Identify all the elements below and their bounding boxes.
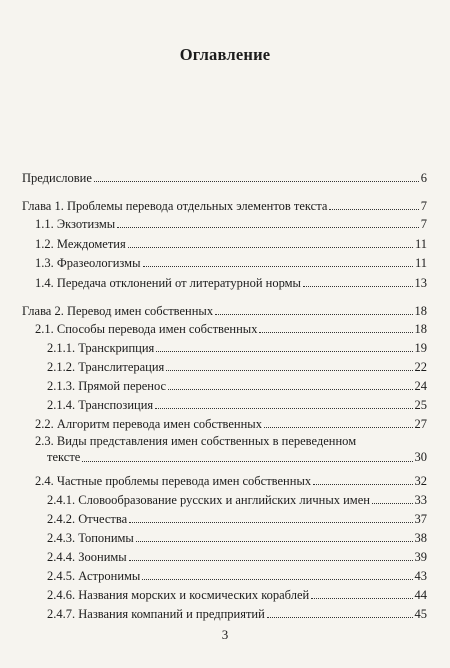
toc-entry <box>35 322 427 336</box>
toc-entry-page: 30 <box>414 450 427 464</box>
toc-entry-page: 22 <box>414 360 427 374</box>
toc-entry-label: 2.1.1. Транскрипция <box>47 341 155 355</box>
dot-leader <box>329 209 418 210</box>
toc-entry-page: 38 <box>414 531 427 545</box>
toc-entry-page: 6 <box>420 171 427 185</box>
dot-leader <box>142 579 412 580</box>
toc-entry <box>47 531 427 545</box>
toc-entry-label: 1.3. Фразеологизмы <box>35 256 141 270</box>
toc-entry <box>47 379 427 393</box>
toc-entry-page: 18 <box>414 304 427 318</box>
dot-leader <box>129 522 412 523</box>
toc-entry-label-continued: тексте <box>47 450 81 464</box>
toc-entry-label: 2.1. Способы перевода имен собственных <box>35 322 258 336</box>
dot-leader <box>168 389 412 390</box>
toc-entry-label: 2.4.1. Словообразование русских и английских личных имен <box>47 493 370 507</box>
toc-entry-page: 19 <box>414 341 427 355</box>
toc-entry-label: Глава 2. Перевод имен собственных <box>22 304 214 318</box>
toc-entry-label: 2.1.4. Транспозиция <box>47 398 154 412</box>
toc-entry-page: 45 <box>414 607 427 621</box>
toc-entry-label: 1.1. Экзотизмы <box>35 217 116 231</box>
toc-entry <box>47 607 427 621</box>
toc-entry-page: 7 <box>420 217 427 231</box>
toc-entry <box>35 433 427 465</box>
toc-entry-page: 7 <box>420 199 427 213</box>
toc-entry-label: 2.4.5. Астронимы <box>47 569 141 583</box>
dot-leader <box>303 286 413 287</box>
dot-leader <box>129 560 413 561</box>
page-number: 3 <box>221 627 229 642</box>
page-title: Оглавление <box>179 45 271 64</box>
toc-entry <box>35 237 427 251</box>
toc-entry-page: 13 <box>414 276 427 290</box>
toc-entry <box>22 304 427 318</box>
dot-leader <box>259 332 412 333</box>
toc-entry-page: 24 <box>414 379 427 393</box>
toc-entry-page: 32 <box>414 474 427 488</box>
toc-entry-label: 2.4.7. Названия компаний и предприятий <box>47 607 265 621</box>
toc-entry <box>47 398 427 412</box>
dot-leader <box>94 181 419 182</box>
toc-entry <box>47 569 427 583</box>
toc-entry <box>47 360 427 374</box>
toc-entry <box>22 199 427 213</box>
toc-entry-page: 43 <box>414 569 427 583</box>
toc-entry <box>35 417 427 431</box>
toc-entry-label: 2.2. Алгоритм перевода имен собственных <box>35 417 262 431</box>
toc-entry-page: 11 <box>414 237 427 251</box>
toc-entry <box>35 276 427 290</box>
dot-leader <box>156 351 412 352</box>
toc-entry-label: Глава 1. Проблемы перевода отдельных элементов текста <box>22 199 328 213</box>
toc-entry-page: 44 <box>414 588 427 602</box>
toc-entry <box>47 512 427 526</box>
toc-entry-label: 2.4. Частные проблемы перевода имен собственных <box>35 474 312 488</box>
dot-leader <box>82 461 412 462</box>
toc-entry <box>35 217 427 231</box>
toc-entry <box>35 474 427 488</box>
dot-leader <box>155 408 412 409</box>
toc-entry-label: 2.1.3. Прямой перенос <box>47 379 167 393</box>
dot-leader <box>128 247 413 248</box>
toc-entry-page: 25 <box>414 398 427 412</box>
dot-leader <box>313 484 412 485</box>
dot-leader <box>311 598 412 599</box>
toc-entry-label: 2.4.4. Зоонимы <box>47 550 127 564</box>
dot-leader <box>117 227 419 228</box>
dot-leader <box>166 370 412 371</box>
toc-entry <box>47 550 427 564</box>
dot-leader <box>264 427 413 428</box>
toc-entry-page: 18 <box>414 322 427 336</box>
toc-entry-label: 2.1.2. Транслитерация <box>47 360 165 374</box>
toc-entry-page: 11 <box>414 256 427 270</box>
toc-entry-label: 1.2. Междометия <box>35 237 126 251</box>
toc-entry <box>35 256 427 270</box>
dot-leader <box>215 314 412 315</box>
dot-leader <box>136 541 413 542</box>
toc-entry-label: Предисловие <box>22 171 92 185</box>
dot-leader <box>267 617 413 618</box>
toc-entry-label: 2.3. Виды представления имен собственных в переведенном <box>35 434 357 448</box>
toc-entry <box>22 171 427 185</box>
toc-entry-page: 27 <box>414 417 427 431</box>
dot-leader <box>372 503 413 504</box>
toc-entry-page: 39 <box>414 550 427 564</box>
toc-entry <box>47 493 427 507</box>
toc-entry <box>47 341 427 355</box>
toc-entry-page: 33 <box>414 493 427 507</box>
toc-entry-label: 2.4.6. Названия морских и космических кораблей <box>47 588 310 602</box>
toc-entry-label: 2.4.3. Топонимы <box>47 531 134 545</box>
toc-entry-label: 1.4. Передача отклонений от литературной нормы <box>35 276 301 290</box>
toc-entry <box>47 588 427 602</box>
toc-entry-page: 37 <box>414 512 427 526</box>
dot-leader <box>143 266 413 267</box>
toc-entry-label: 2.4.2. Отчества <box>47 512 128 526</box>
